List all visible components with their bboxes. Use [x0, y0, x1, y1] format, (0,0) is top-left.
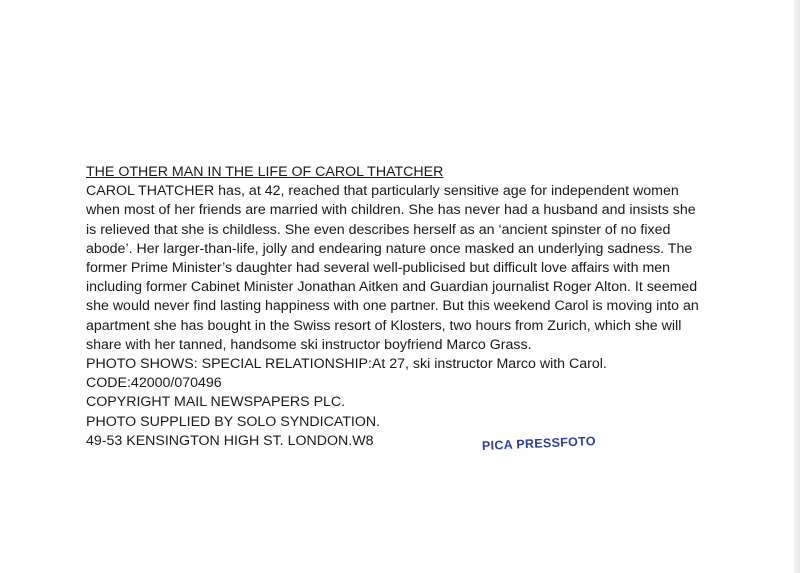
code-line: CODE:42000/070496 [86, 375, 222, 392]
photo-shows-line: PHOTO SHOWS: SPECIAL RELATIONSHIP:At 27, ski instructor Marco with Carol. [86, 356, 607, 373]
caption-body: CAROL THATCHER has, at 42, reached that particularly sensitive age for independent women when most of her friends are married with children. She has never had a husband and insists she is relieved that she is childless. She even describes herself as an ‘ancient spinster of no fixed abode’. Her larger-than-life, jolly and endearing nature once masked an underlying sadness. The former Prime Minister’s daughter had several well-publicised but difficult love affairs with men including former Cabinet Minister Jonathan Aitken and Guardian journalist Roger Alton. It seemed she would never find lasting happiness with one partner. But this weekend Carol is moving into an apartment she has bought in the Swiss resort of Klosters, two hours from Zurich, which she will share with her tanned, handsome ski instructor boyfriend Marco Grass. [86, 183, 699, 353]
address-line: 49-53 KENSINGTON HIGH ST. LONDON.W8 [86, 432, 374, 449]
copyright-line: COPYRIGHT MAIL NEWSPAPERS PLC. [86, 394, 346, 411]
supplied-by-line: PHOTO SUPPLIED BY SOLO SYNDICATION. [86, 413, 381, 430]
sheet-edge [794, 0, 800, 573]
pica-pressfoto-stamp: PICA PRESSFOTO [481, 434, 597, 453]
caption-title: THE OTHER MAN IN THE LIFE OF CAROL THATCHER [86, 164, 444, 180]
caption-block [86, 163, 706, 451]
